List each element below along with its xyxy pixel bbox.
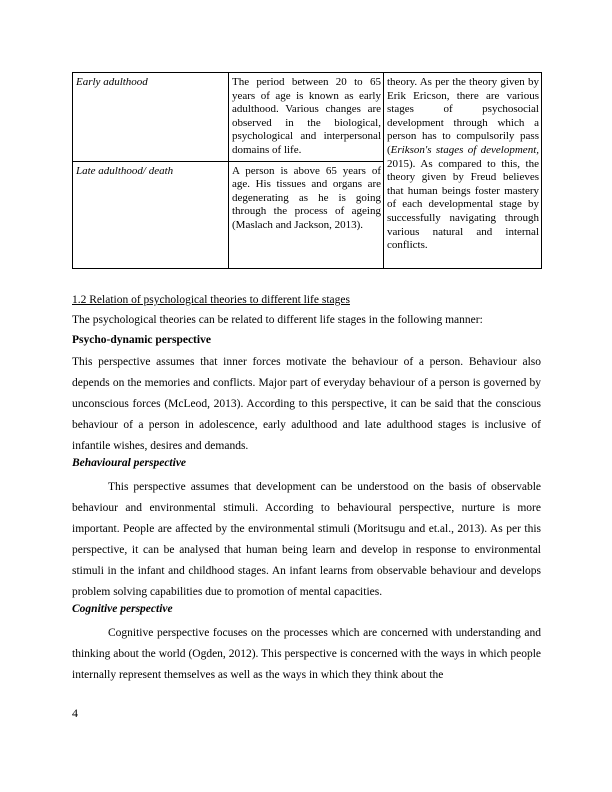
description-cell: A person is above 65 years of age. His tissues and organs are degenerating as he is going through the process of ageing (Maslach and Jackson, 2013). xyxy=(229,161,384,268)
table-row xyxy=(73,73,542,162)
psychodynamic-paragraph: This perspective assumes that inner forces motivate the behaviour of a person. Behaviour also depends on the memories and conflicts. Major part of everyday behaviour of a person is governed by unconscious forces (McLeod, 2013). According to this perspective, it can be said that the conscious behaviour of a person in adolescence, early adulthood and late adulthood stages is inclusive of infantile wishes, desires and demands. xyxy=(72,356,541,452)
life-stages-table xyxy=(72,72,542,269)
description-cell: The period between 20 to 65 years of age is known as early adulthood. Various changes are observed in the biological, psychological and interpersonal domains of life. xyxy=(229,73,384,162)
cognitive-paragraph: Cognitive perspective focuses on the processes which are concerned with understanding and thinking about the world (Ogden, 2012). This perspective is concerned with the ways in which people internally represent themselves as well as the ways in which they think about the xyxy=(72,627,541,681)
stage-cell: Late adulthood/ death xyxy=(73,161,229,268)
theory-citation: Erikson's stages of development, xyxy=(390,143,539,156)
theory-cell xyxy=(384,73,542,269)
psychodynamic-heading: Psycho-dynamic perspective xyxy=(72,334,211,346)
behavioural-heading: Behavioural perspective xyxy=(72,457,187,469)
section-intro: The psychological theories can be related to different life stages in the following manner: xyxy=(72,314,483,326)
page-number: 4 xyxy=(72,706,78,720)
section-heading: 1.2 Relation of psychological theories to different life stages xyxy=(72,294,350,306)
theory-text-b: 2015). As compared to this, the theory given by Freud believes that human beings foster mastery of each developmental stage by successfully navigating through various natural and internal conflicts. xyxy=(387,157,539,252)
stage-cell: Early adulthood xyxy=(73,73,229,162)
behavioural-paragraph: This perspective assumes that development can be understood on the basis of observable behaviour and environmental stimuli. According to behavioural perspective, nurture is more important. People are affected by the environmental stimuli (Moritsugu and et.al., 2013). As per this perspective, it can be analysed that human being learn and develop in response to environmental stimuli in the infant and childhood stages. An infant learns from observable behaviour and develops problem solving capabilities due to promotion of mental capacities. xyxy=(72,481,541,598)
theory-text-a: theory. As per the theory given by Erik Ericson, there are various stages of psychosocial development through which a person has to compulsorily pass ( xyxy=(387,76,539,156)
cognitive-heading: Cognitive perspective xyxy=(72,603,173,615)
